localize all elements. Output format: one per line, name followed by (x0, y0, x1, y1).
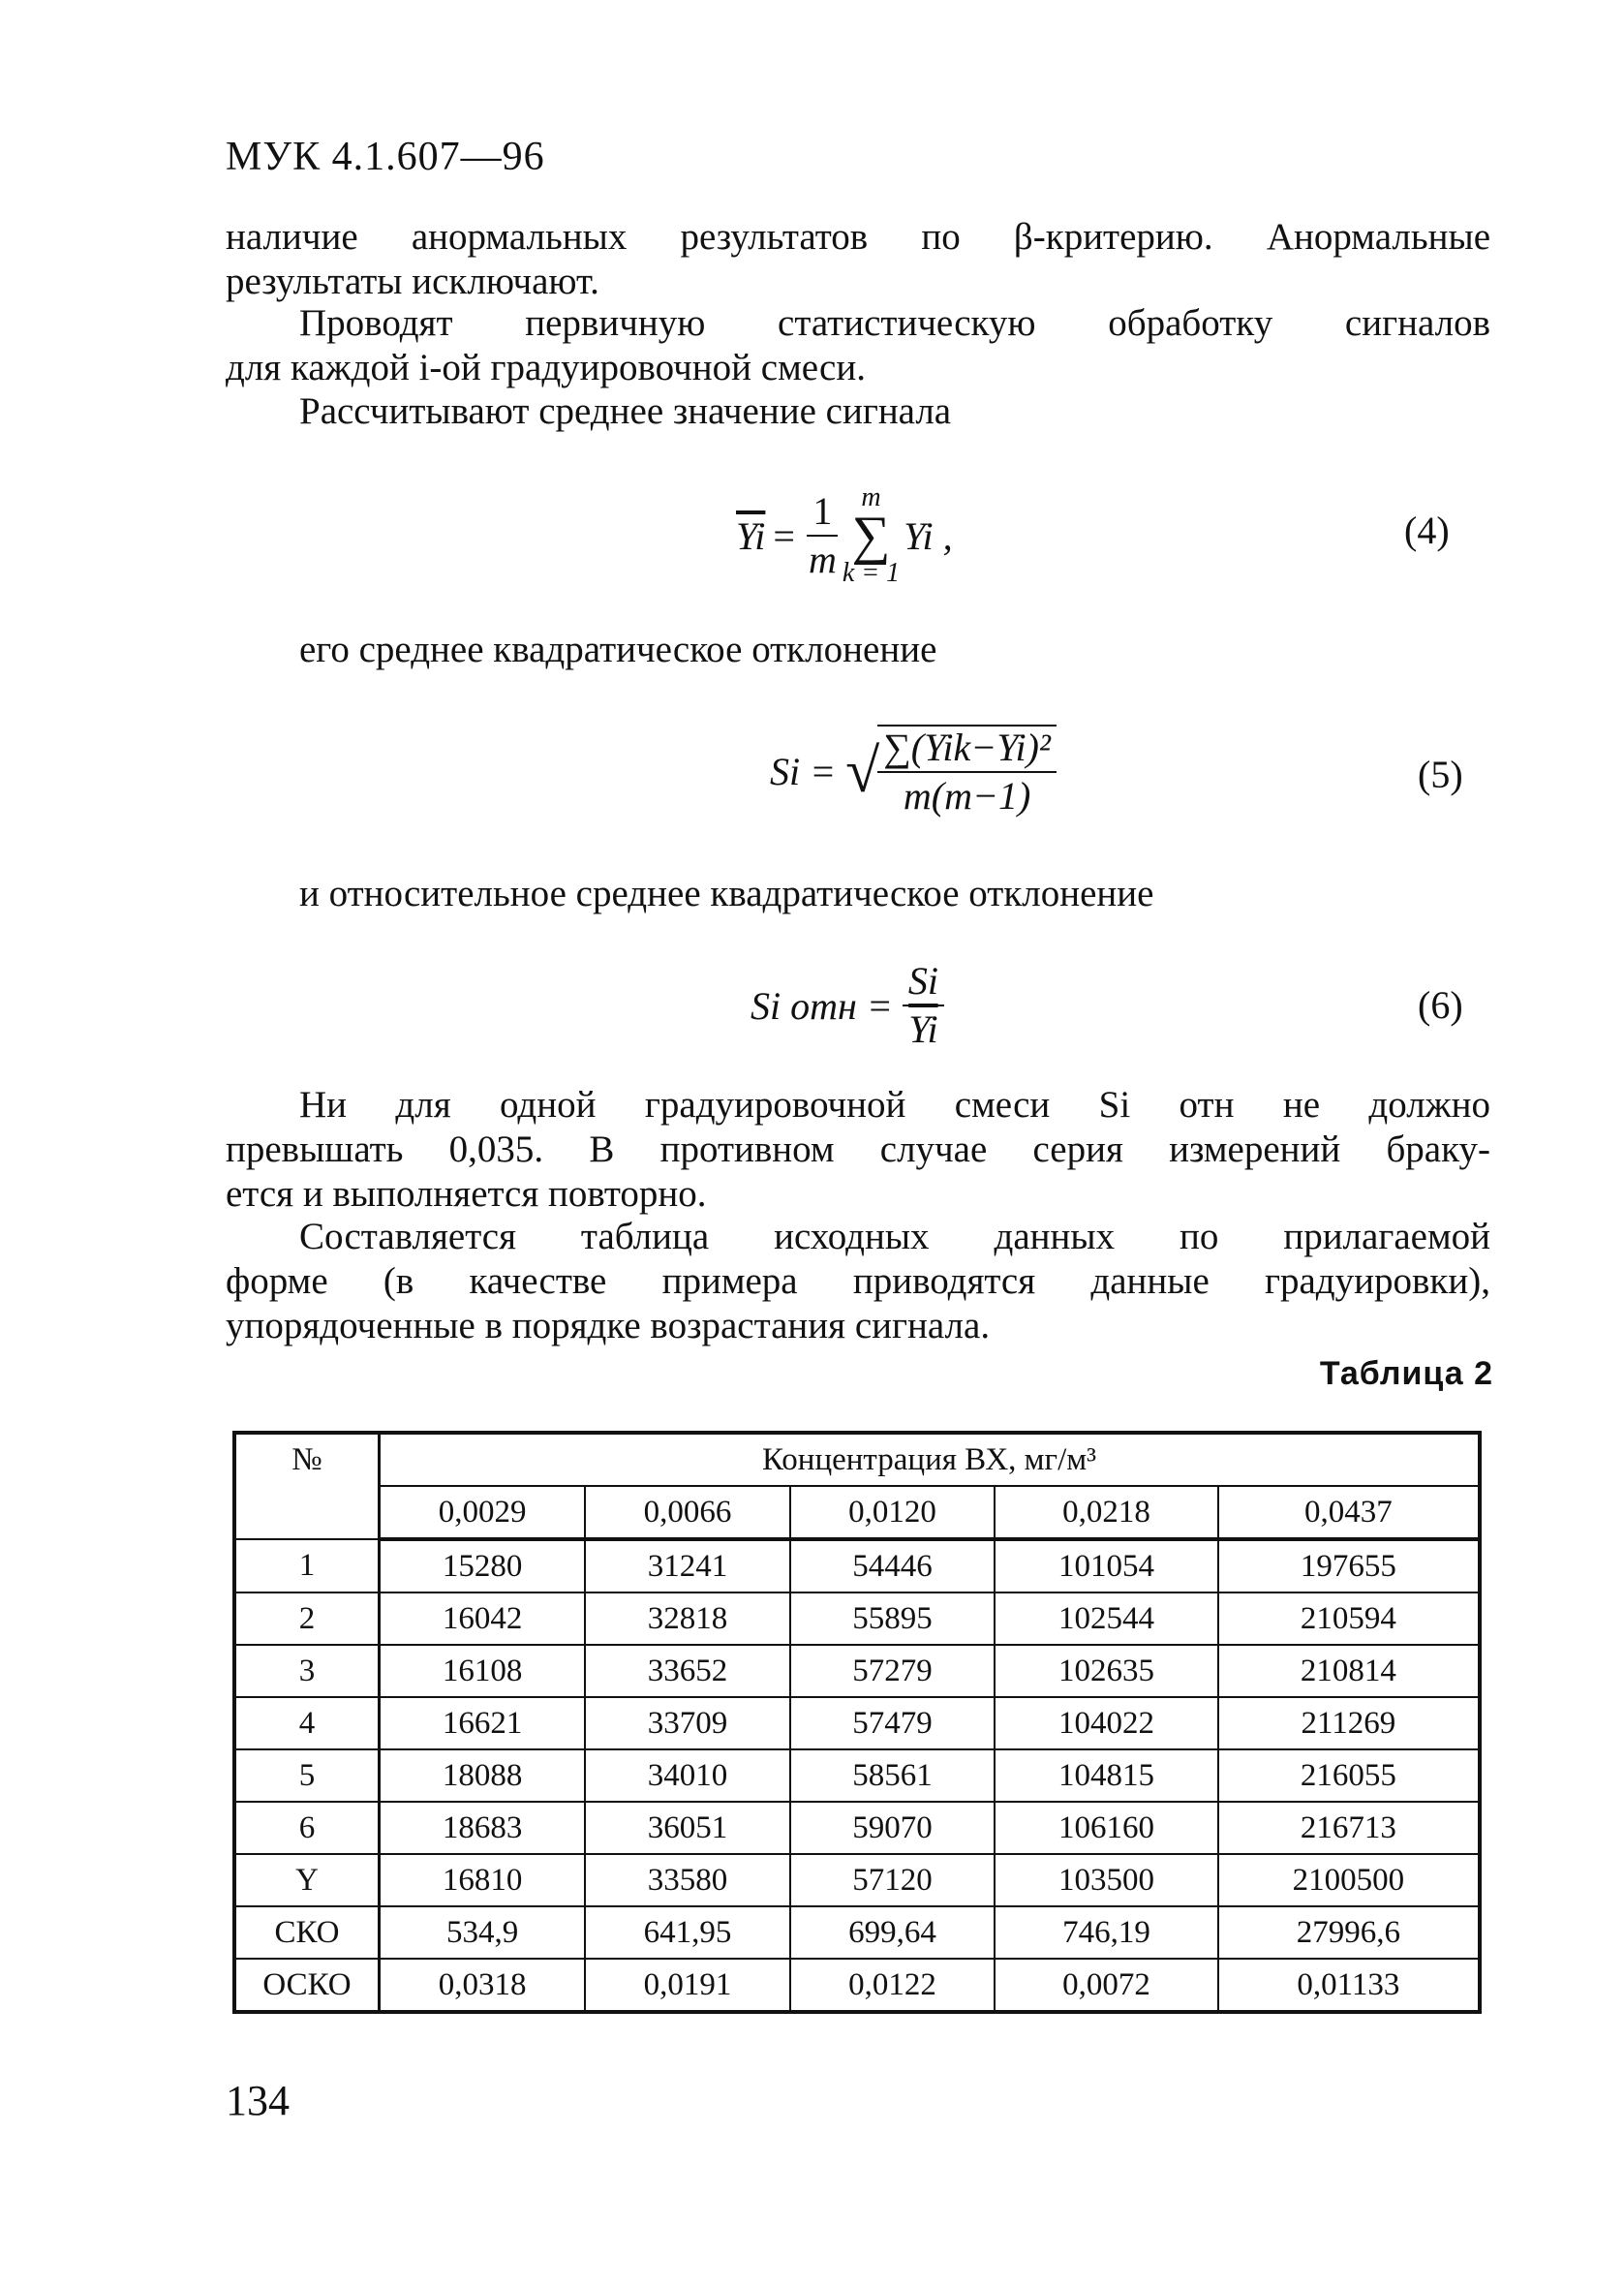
rsd-line: и относительное среднее квадратическое отклонение (299, 873, 1154, 914)
processing-line-2: для каждой i-ой градуировочной смеси. (226, 347, 866, 388)
table-cell: 216713 (1218, 1802, 1480, 1854)
table-cell: 0,01133 (1218, 1959, 1480, 2012)
table-cell: 33580 (585, 1854, 790, 1906)
row-label: СКО (234, 1906, 380, 1959)
table-cell: 216055 (1218, 1749, 1480, 1802)
table-cell: 0,0191 (585, 1959, 790, 2012)
formula-4-lhs: $\overline{Yi}$ (736, 513, 766, 558)
table-cell: 0,0122 (790, 1959, 996, 2012)
row-label: 4 (234, 1697, 380, 1749)
processing-paragraph (226, 301, 1490, 390)
table-cell: 534,9 (380, 1906, 586, 1959)
row-label: 5 (234, 1749, 380, 1802)
formula-5-numerator: ∑(Yik−Yi)² (877, 727, 1057, 773)
table-cell: 16108 (380, 1645, 586, 1697)
formula-4-fraction (803, 490, 843, 581)
table-header-row (234, 1433, 1480, 1486)
formula-6-denominator: Yi (908, 1007, 938, 1051)
table-row (234, 1906, 1480, 1959)
table-row (234, 1802, 1480, 1854)
mean-paragraph (226, 389, 1564, 434)
concentration-header-row (234, 1486, 1480, 1539)
document-page: МУК 4.1.607—96 наличие анормальных результатов по β-критерию. Анормальные результаты исключают. Проводят первичную статистическую обработку сигналов для каждой i-ой градуировочной смеси. Рассчитывают среднее значение сигнала $\overline{Yi}$ = $\frac{1}{m}$ m ∑ k = 1 Yi , (4) его среднее квадратическое отклонение Si = √ $\frac{\text{∑(Yik−Yi)²}}{m(m-1)}$ (5) и относительное среднее квадратическое отклонение Si отн = $\frac{Si}{Yi}$ (6) Ни для одной градуировочной смеси Si отн не должно превышать 0,035. В противном случае серия измерений браку- ется и выполняется повторно. Составляется таблица исходных данных по прилагаемой форме (в качестве примера приводятся данные градуировки), упорядоченные в порядке возрастания сигнала. Таблица 2 № Концентрация ВХ, мг/м³ 0,0029 0,0066 0,0120 0,0218 0,0437 1 15280 31241 54446 101054 197655 2 16042 32818 55895 102544 210594 3 16108 33652 57279 102635 210814 4 16621 33709 57479 104022 211269 5 18088 34010 58561 104815 216055 6 18683 36051 59070 106160 216713 Y 16810 33580 57120 103500 2100500 СКО 534,9 641,95 699,64 746,19 27996,6 ОСКО 0,0318 0,0191 0,0122 0,0072 0,01133 134 (0, 0, 1624, 2288)
table-row (234, 1539, 1480, 1592)
limit-line-2: превышать 0,035. В противном случае серия измерений браку- (226, 1129, 1490, 1170)
table-cell: 36051 (585, 1802, 790, 1854)
formula-4-denominator: m (808, 538, 837, 581)
table-cell: 59070 (790, 1802, 996, 1854)
formula-4-sum (842, 481, 901, 589)
concentration-header: 0,0066 (585, 1486, 790, 1539)
table-cell: 101054 (995, 1539, 1217, 1592)
concentration-header: 0,0218 (995, 1486, 1217, 1539)
row-label: 3 (234, 1645, 380, 1697)
formula-6-numerator: Si (903, 960, 944, 1006)
limit-line-3: ется и выполняется повторно. (226, 1173, 707, 1215)
limit-line-1: Ни для одной градуировочной смеси Si отн не должно (299, 1084, 1490, 1126)
table-cell: 18088 (380, 1749, 586, 1802)
table-row (234, 1854, 1480, 1906)
table-cell: 103500 (995, 1854, 1217, 1906)
table-cell: 210814 (1218, 1645, 1480, 1697)
table-cell: 197655 (1218, 1539, 1480, 1592)
table-cell: 106160 (995, 1802, 1217, 1854)
table-row (234, 1592, 1480, 1645)
table-cell: 2100500 (1218, 1854, 1480, 1906)
formula-5-denominator: m(m−1) (903, 774, 1031, 818)
table-cell: 33709 (585, 1697, 790, 1749)
formula-4-lower-limit: k = 1 (842, 558, 901, 589)
table-cell: 102544 (995, 1592, 1217, 1645)
table-cell: 0,0318 (380, 1959, 586, 2012)
table-cell: 32818 (585, 1592, 790, 1645)
table-cell: 699,64 (790, 1906, 996, 1959)
table-cell: 641,95 (585, 1906, 790, 1959)
formula-5-number: (5) (1418, 753, 1463, 796)
table-cell: 57479 (790, 1697, 996, 1749)
table-cell: 104022 (995, 1697, 1217, 1749)
formula-5-lhs: Si = (770, 749, 837, 793)
table-para-line-3: упорядоченные в порядке возрастания сигнала. (226, 1305, 991, 1346)
formula-4-number: (4) (1404, 509, 1450, 552)
table-para-line-2: форме (в качестве примера приводятся данные градуировки), (226, 1260, 1490, 1302)
table-row (234, 1959, 1480, 2012)
formula-4-term: Yi , (904, 513, 953, 558)
calibration-table (232, 1431, 1482, 2014)
row-label: ОСКО (234, 1959, 380, 2012)
table-para-line-1: Составляется таблица исходных данных по прилагаемой (299, 1216, 1490, 1257)
table-row (234, 1645, 1480, 1697)
table-cell: 54446 (790, 1539, 996, 1592)
table-cell: 27996,6 (1218, 1906, 1480, 1959)
table-cell: 57120 (790, 1854, 996, 1906)
table-row (234, 1749, 1480, 1802)
page-number: 134 (226, 2077, 290, 2124)
sqrt-symbol: √ (845, 736, 880, 805)
row-label: 1 (234, 1539, 380, 1592)
table-cell: 58561 (790, 1749, 996, 1802)
table-cell: 210594 (1218, 1592, 1480, 1645)
concentration-header: 0,0437 (1218, 1486, 1480, 1539)
table-cell: 18683 (380, 1802, 586, 1854)
intro-line-2: результаты исключают. (226, 261, 599, 302)
mean-line: Рассчитывают среднее значение сигнала (299, 390, 952, 432)
concentration-header: 0,0120 (790, 1486, 996, 1539)
formula-6-lhs: Si отн = (751, 983, 893, 1028)
table-cell: 16810 (380, 1854, 586, 1906)
table-caption: Таблица 2 (1319, 1355, 1493, 1392)
table-cell: 55895 (790, 1592, 996, 1645)
sigma-symbol: ∑ (851, 505, 891, 566)
rsd-paragraph (226, 872, 1564, 916)
formula-4-numerator: 1 (807, 490, 838, 537)
sd-paragraph (226, 628, 1564, 672)
table-cell: 31241 (585, 1539, 790, 1592)
formula-6-number: (6) (1418, 983, 1463, 1027)
concentration-group-header: Концентрация ВХ, мг/м³ (380, 1433, 1481, 1486)
table-cell: 16621 (380, 1697, 586, 1749)
formula-4-upper-limit: m (861, 481, 881, 512)
intro-paragraph (226, 215, 1490, 304)
table-cell: 33652 (585, 1645, 790, 1697)
document-header: МУК 4.1.607—96 (226, 135, 545, 179)
concentration-header: 0,0029 (380, 1486, 586, 1539)
table-cell: 211269 (1218, 1697, 1480, 1749)
table-cell: 34010 (585, 1749, 790, 1802)
processing-line-1: Проводят первичную статистическую обработку сигналов (299, 302, 1490, 344)
sd-line: его среднее квадратическое отклонение (299, 629, 937, 670)
limit-paragraph (226, 1083, 1490, 1217)
table-cell: 746,19 (995, 1906, 1217, 1959)
row-label: Y (234, 1854, 380, 1906)
table-cell: 57279 (790, 1645, 996, 1697)
row-label: 6 (234, 1802, 380, 1854)
formula-6-fraction (903, 960, 944, 1051)
table-cell: 102635 (995, 1645, 1217, 1697)
intro-line-1: наличие анормальных результатов по β-критерию. Анормальные (226, 216, 1490, 258)
row-label: 2 (234, 1592, 380, 1645)
table-cell: 16042 (380, 1592, 586, 1645)
table-row (234, 1697, 1480, 1749)
table-paragraph (226, 1215, 1490, 1348)
table-cell: 0,0072 (995, 1959, 1217, 2012)
number-column-header: № (234, 1433, 380, 1539)
formula-5-fraction (877, 725, 1057, 818)
table-cell: 15280 (380, 1539, 586, 1592)
table-cell: 104815 (995, 1749, 1217, 1802)
